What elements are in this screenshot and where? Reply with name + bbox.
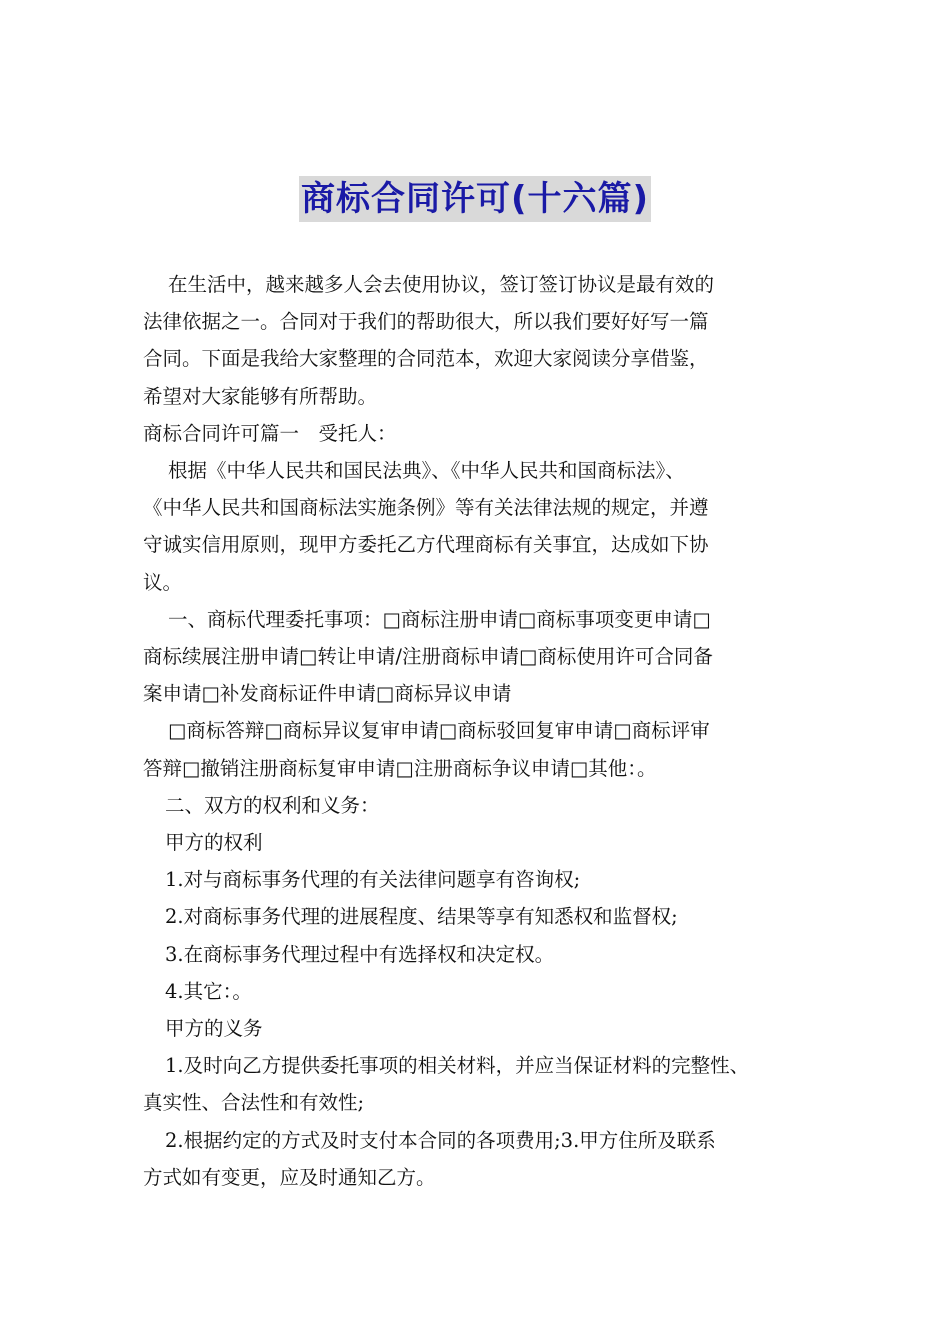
body-line: 二、双方的权利和义务： — [165, 793, 380, 817]
body-line: 甲方的义务 — [165, 1017, 263, 1041]
body-line: 1.对与商标事务代理的有关法律问题享有咨询权; — [165, 868, 581, 892]
body-line: 商标合同许可篇一 受托人： — [143, 421, 397, 445]
body-line: 3.在商标事务代理过程中有选择权和决定权。 — [165, 942, 555, 966]
body-line: 《中华人民共和国商标法实施条例》等有关法律法规的规定，并遵 — [143, 496, 709, 520]
body-line: 法律依据之一。合同对于我们的帮助很大，所以我们要好好写一篇 — [143, 310, 709, 334]
document-title: 商标合同许可(十六篇) — [299, 176, 651, 222]
body-line: 甲方的权利 — [165, 831, 263, 855]
body-line: 根据《中华人民共和国民法典》、《中华人民共和国商标法》、 — [168, 459, 685, 483]
body-line: 案申请□补发商标证件申请□商标异议申请 — [143, 682, 512, 706]
body-line: 2.对商标事务代理的进展程度、结果等享有知悉权和监督权; — [165, 905, 678, 929]
body-line: 方式如有变更，应及时通知乙方。 — [143, 1165, 436, 1189]
body-line: 真实性、合法性和有效性; — [143, 1091, 365, 1115]
body-line: 4.其它：。 — [165, 979, 252, 1003]
body-line: 商标续展注册申请□转让申请/注册商标申请□商标使用许可合同备 — [143, 645, 713, 669]
body-line: 守诚实信用原则，现甲方委托乙方代理商标有关事宜，达成如下协 — [143, 533, 709, 557]
title-container — [0, 176, 950, 222]
body-line: 在生活中，越来越多人会去使用协议，签订签订协议是最有效的 — [168, 273, 715, 296]
body-line: 一、商标代理委托事项：□商标注册申请□商标事项变更申请□ — [168, 607, 711, 631]
body-line: 答辩□撤销注册商标复审申请□注册商标争议申请□其他：。 — [143, 756, 657, 780]
document-body — [143, 266, 813, 1196]
body-line: 2.根据约定的方式及时支付本合同的各项费用;3.甲方住所及联系 — [165, 1128, 716, 1152]
body-line: 合同。下面是我给大家整理的合同范本，欢迎大家阅读分享借鉴， — [143, 347, 709, 371]
body-line: 希望对大家能够有所帮助。 — [143, 384, 378, 408]
body-line: 议。 — [143, 570, 183, 594]
body-line: □商标答辩□商标异议复审申请□商标驳回复审申请□商标评审 — [168, 719, 710, 743]
body-line: 1.及时向乙方提供委托事项的相关材料，并应当保证材料的完整性、 — [165, 1054, 750, 1078]
